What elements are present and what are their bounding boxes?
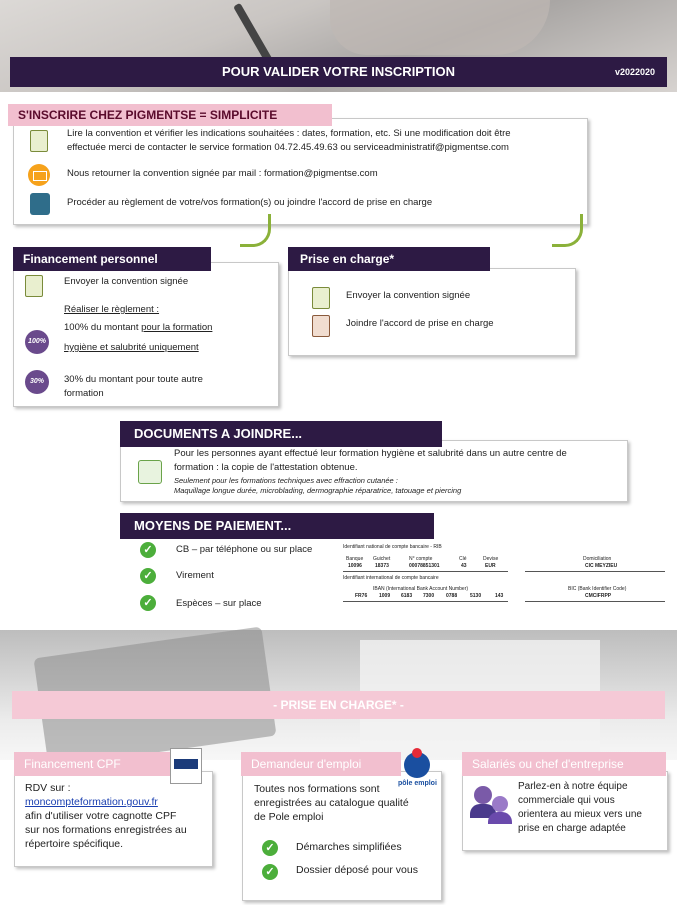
badge-30-icon: 30%	[25, 370, 49, 394]
fp-item2-a: 100% du montant	[64, 322, 142, 333]
paiement-m1: CB – par téléphone ou sur place	[176, 544, 313, 555]
paiement-m2: Virement	[176, 570, 214, 581]
badge-100-icon: 100%	[25, 330, 49, 354]
iban-part: FR76	[355, 593, 368, 599]
rib-block	[343, 544, 673, 604]
salaries-l4: prise en charge adaptée	[518, 823, 626, 834]
rib-v-bic: CMCIFRPP	[585, 593, 612, 599]
emploi-l1: Toutes nos formations sont	[254, 783, 380, 795]
fp-item2-b: pour la formation	[141, 322, 213, 333]
rib-h-bic: BIC (Bank Identifier Code)	[568, 586, 627, 592]
documents-note1: Seulement pour les formations techniques avec effraction cutanée :	[174, 476, 398, 485]
rib-h-compte: N° compte	[409, 556, 433, 562]
fp-item2	[64, 321, 264, 335]
rib-v-cle: 43	[461, 563, 467, 569]
rib-v-compte: 00078851301	[409, 563, 440, 569]
paiement-label: MOYENS DE PAIEMENT...	[120, 513, 434, 539]
rib-v-domiciliation: CIC MEYZIEU	[585, 563, 618, 569]
iban-part: 143	[495, 593, 504, 599]
check-icon: ✓	[140, 568, 156, 584]
fp-item3-b: formation	[64, 388, 104, 399]
emploi-l2: enregistrées au catalogue qualité	[254, 797, 409, 809]
pec-item2: Joindre l'accord de prise en charge	[346, 318, 494, 329]
person-body	[488, 812, 512, 824]
iban-title: Identifiant international de compte bancaire	[343, 575, 439, 581]
check-icon: ✓	[140, 542, 156, 558]
emploi-label: Demandeur d'emploi	[241, 752, 401, 776]
fp-item3-a: 30% du montant pour toute autre	[64, 374, 203, 385]
iban-part: 0788	[446, 593, 458, 599]
pole-emploi-logo	[404, 752, 430, 778]
fp-reglement: Réaliser le règlement :	[64, 304, 160, 315]
iban-part: 5130	[470, 593, 482, 599]
moncompteformation-logo	[170, 748, 202, 784]
person-head	[474, 786, 492, 804]
emploi-c1: Démarches simplifiées	[296, 841, 402, 853]
salaries-l3: orientera au mieux vers une	[518, 809, 642, 820]
salaries-label: Salariés ou chef d'entreprise	[462, 752, 666, 776]
hand-image	[330, 0, 550, 55]
page-title: POUR VALIDER VOTRE INSCRIPTION	[221, 64, 456, 79]
cpf-link[interactable]: moncompteformation.gouv.fr	[25, 796, 158, 808]
payment-terminal-icon	[30, 193, 50, 215]
pole-emploi-logo-text: pôle emploi	[398, 780, 437, 787]
rib-h-banque: Banque	[346, 556, 364, 562]
emploi-l3: de Pole emploi	[254, 811, 324, 823]
documents-line1: Pour les personnes ayant effectué leur formation hygiène et salubrité dans un autre centre de	[174, 448, 567, 459]
step1-line1: Lire la convention et vérifier les indications souhaitées : dates, formation, etc. Si une modification doit être	[67, 128, 511, 139]
document-icon	[30, 130, 48, 152]
rib-divider	[525, 601, 665, 602]
rib-v-banque: 10096	[348, 563, 362, 569]
rib-divider	[525, 571, 665, 572]
rib-h-guichet: Guichet	[373, 556, 391, 562]
rib-title: Identifiant national de compte bancaire - RIB	[343, 544, 442, 550]
cpf-l3: sur nos formations enregistrées au	[25, 824, 187, 836]
document-icon	[312, 287, 330, 309]
iban-part: 6183	[401, 593, 413, 599]
prise-en-charge-label: Prise en charge*	[288, 247, 490, 271]
step1-line2: effectuée merci de contacter le service formation 04.72.45.49.63 ou serviceadministratif@pigmentse.com	[67, 142, 509, 153]
step3-text: Procéder au règlement de votre/vos formation(s) ou joindre l'accord de prise en charge	[67, 197, 433, 208]
version-label: v2022020	[614, 67, 655, 77]
documents-label: DOCUMENTS A JOINDRE...	[120, 421, 442, 447]
logo-bar	[174, 759, 198, 769]
financement-personnel-label: Financement personnel	[13, 247, 211, 271]
prise-en-charge-bar: - PRISE EN CHARGE* -	[12, 691, 665, 719]
rib-v-devise: EUR	[485, 563, 496, 569]
emploi-c2: Dossier déposé pour vous	[296, 864, 418, 876]
documents-line2: formation : la copie de l'attestation obtenue.	[174, 462, 358, 473]
rib-divider	[343, 601, 508, 602]
cpf-label: Financement CPF	[14, 752, 174, 776]
step2-text: Nous retourner la convention signée par mail : formation@pigmentse.com	[67, 168, 378, 179]
title-bar	[10, 57, 667, 87]
arrow-down-right-icon	[552, 214, 583, 247]
inscription-label: S'INSCRIRE CHEZ PIGMENTSE = SIMPLICITE	[8, 104, 332, 126]
certificate-icon	[138, 460, 162, 484]
rib-divider	[343, 571, 508, 572]
cpf-l1: RDV sur :	[25, 782, 71, 794]
pec-item1: Envoyer la convention signée	[346, 290, 471, 301]
arrow-down-left-icon	[240, 214, 271, 247]
mail-icon	[28, 164, 50, 186]
iban-part: 7300	[423, 593, 435, 599]
rib-h-domiciliation: Domiciliation	[583, 556, 612, 562]
documents-note2: Maquillage longue durée, microblading, dermographie réparatrice, tatouage et piercing	[174, 486, 462, 495]
agreement-document-icon	[312, 315, 330, 337]
rib-v-guichet: 18373	[375, 563, 389, 569]
document-icon	[25, 275, 43, 297]
cpf-l2: afin d'utiliser votre cagnotte CPF	[25, 810, 177, 822]
prise-en-charge-box	[288, 268, 576, 356]
people-icon	[470, 786, 514, 824]
fp-item2-c: hygiène et salubrité uniquement	[64, 342, 199, 353]
check-icon: ✓	[262, 864, 278, 880]
iban-part: 1009	[379, 593, 391, 599]
paiement-m3: Espèces – sur place	[176, 598, 262, 609]
cpf-l4: répertoire spécifique.	[25, 838, 124, 850]
salaries-l1: Parlez-en à notre équipe	[518, 781, 628, 792]
check-icon: ✓	[140, 595, 156, 611]
rib-h-iban: IBAN (International Bank Account Number)	[373, 586, 469, 592]
rib-h-devise: Devise	[483, 556, 499, 562]
fp-item1: Envoyer la convention signée	[64, 276, 189, 287]
rib-h-cle: Clé	[459, 556, 467, 562]
salaries-l2: commerciale qui vous	[518, 795, 615, 806]
check-icon: ✓	[262, 840, 278, 856]
person-head	[492, 796, 508, 812]
